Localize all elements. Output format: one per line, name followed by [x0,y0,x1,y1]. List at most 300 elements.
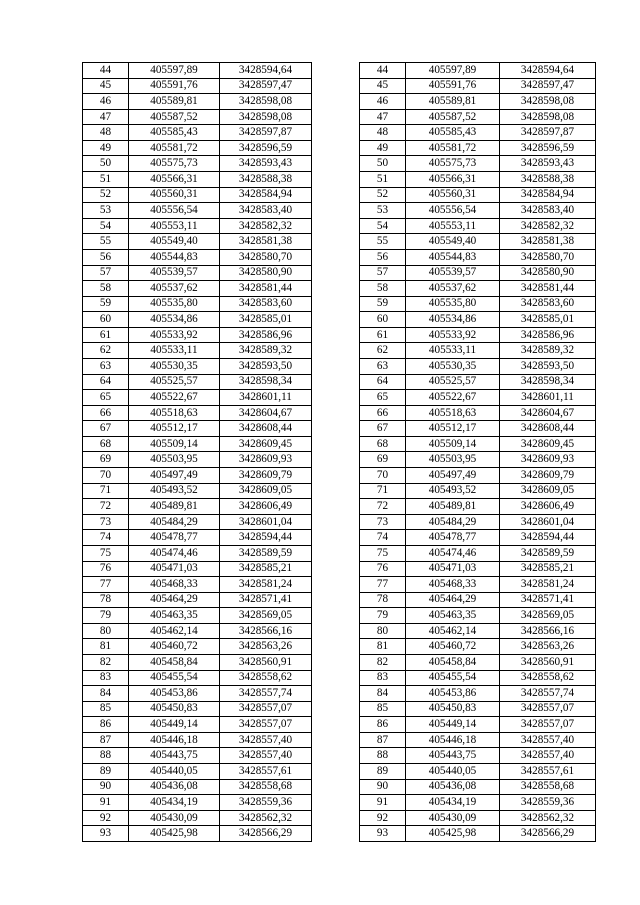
x-coordinate-cell: 405478,77 [129,530,220,546]
x-coordinate-cell: 405530,35 [129,358,220,374]
spacer-cell [312,218,360,234]
y-coordinate-cell: 3428589,59 [500,545,596,561]
y-coordinate-cell: 3428609,79 [220,468,312,484]
x-coordinate-cell: 405537,62 [129,281,220,297]
x-coordinate-cell: 405539,57 [129,265,220,281]
spacer-cell [312,468,360,484]
spacer-cell [312,670,360,686]
x-coordinate-cell: 405425,98 [129,826,220,842]
point-number-cell: 63 [83,358,129,374]
x-coordinate-cell: 405544,83 [406,249,500,265]
y-coordinate-cell: 3428566,16 [500,623,596,639]
x-coordinate-cell: 405468,33 [129,577,220,593]
y-coordinate-cell: 3428594,64 [500,63,596,79]
table-row [83,94,360,110]
spacer-cell [312,343,360,359]
table-row [360,281,596,297]
y-coordinate-cell: 3428598,34 [220,374,312,390]
point-number-cell: 50 [360,156,406,172]
point-number-cell: 53 [83,203,129,219]
table-row [360,374,596,390]
spacer-cell [312,421,360,437]
point-number-cell: 88 [360,748,406,764]
spacer-cell [312,374,360,390]
x-coordinate-cell: 405597,89 [129,63,220,79]
point-number-cell: 53 [360,203,406,219]
point-number-cell: 93 [83,826,129,842]
point-number-cell: 58 [360,281,406,297]
y-coordinate-cell: 3428581,44 [220,281,312,297]
point-number-cell: 48 [83,125,129,141]
y-coordinate-cell: 3428609,45 [500,436,596,452]
point-number-cell: 48 [360,125,406,141]
point-number-cell: 92 [83,810,129,826]
x-coordinate-cell: 405553,11 [406,218,500,234]
point-number-cell: 87 [83,732,129,748]
y-coordinate-cell: 3428593,43 [500,156,596,172]
y-coordinate-cell: 3428593,43 [220,156,312,172]
y-coordinate-cell: 3428558,68 [220,779,312,795]
y-coordinate-cell: 3428585,21 [500,561,596,577]
point-number-cell: 56 [360,249,406,265]
x-coordinate-cell: 405434,19 [406,795,500,811]
table-row [360,156,596,172]
y-coordinate-cell: 3428604,67 [500,405,596,421]
x-coordinate-cell: 405556,54 [406,203,500,219]
point-number-cell: 73 [83,514,129,530]
y-coordinate-cell: 3428559,36 [220,795,312,811]
point-number-cell: 56 [83,249,129,265]
y-coordinate-cell: 3428585,01 [220,312,312,328]
y-coordinate-cell: 3428589,59 [220,545,312,561]
point-number-cell: 61 [360,327,406,343]
x-coordinate-cell: 405430,09 [129,810,220,826]
x-coordinate-cell: 405525,57 [406,374,500,390]
y-coordinate-cell: 3428557,07 [220,717,312,733]
y-coordinate-cell: 3428586,96 [220,327,312,343]
point-number-cell: 72 [360,499,406,515]
x-coordinate-cell: 405478,77 [406,530,500,546]
point-number-cell: 77 [360,577,406,593]
point-number-cell: 62 [360,343,406,359]
y-coordinate-cell: 3428557,07 [500,717,596,733]
y-coordinate-cell: 3428609,05 [220,483,312,499]
table-row [83,296,360,312]
y-coordinate-cell: 3428580,70 [500,249,596,265]
point-number-cell: 51 [83,172,129,188]
table-row [83,421,360,437]
spacer-cell [312,234,360,250]
x-coordinate-cell: 405549,40 [406,234,500,250]
coordinates-table-left [82,62,360,842]
y-coordinate-cell: 3428601,04 [220,514,312,530]
y-coordinate-cell: 3428594,44 [220,530,312,546]
table-row [360,390,596,406]
table-row [360,592,596,608]
y-coordinate-cell: 3428584,94 [220,187,312,203]
point-number-cell: 86 [360,717,406,733]
table-row [83,732,360,748]
point-number-cell: 78 [83,592,129,608]
x-coordinate-cell: 405493,52 [129,483,220,499]
table-row [360,296,596,312]
table-row [360,732,596,748]
y-coordinate-cell: 3428581,38 [500,234,596,250]
spacer-cell [312,63,360,79]
y-coordinate-cell: 3428581,44 [500,281,596,297]
point-number-cell: 85 [83,701,129,717]
y-coordinate-cell: 3428597,87 [500,125,596,141]
point-number-cell: 67 [360,421,406,437]
point-number-cell: 69 [83,452,129,468]
point-number-cell: 46 [360,94,406,110]
table-row [83,281,360,297]
point-number-cell: 79 [83,608,129,624]
x-coordinate-cell: 405446,18 [129,732,220,748]
x-coordinate-cell: 405484,29 [406,514,500,530]
point-number-cell: 49 [83,140,129,156]
y-coordinate-cell: 3428609,05 [500,483,596,499]
spacer-cell [312,514,360,530]
x-coordinate-cell: 405430,09 [406,810,500,826]
y-coordinate-cell: 3428588,38 [500,172,596,188]
point-number-cell: 45 [83,78,129,94]
y-coordinate-cell: 3428597,47 [500,78,596,94]
point-number-cell: 81 [83,639,129,655]
table-row [83,249,360,265]
table-row [83,172,360,188]
table-row [360,545,596,561]
x-coordinate-cell: 405471,03 [129,561,220,577]
y-coordinate-cell: 3428581,24 [220,577,312,593]
y-coordinate-cell: 3428563,26 [500,639,596,655]
point-number-cell: 88 [83,748,129,764]
y-coordinate-cell: 3428558,62 [500,670,596,686]
x-coordinate-cell: 405539,57 [406,265,500,281]
point-number-cell: 57 [360,265,406,281]
x-coordinate-cell: 405463,35 [129,608,220,624]
y-coordinate-cell: 3428598,08 [500,94,596,110]
point-number-cell: 85 [360,701,406,717]
point-number-cell: 54 [360,218,406,234]
point-number-cell: 92 [360,810,406,826]
x-coordinate-cell: 405425,98 [406,826,500,842]
y-coordinate-cell: 3428583,60 [500,296,596,312]
spacer-cell [312,577,360,593]
point-number-cell: 60 [360,312,406,328]
point-number-cell: 76 [83,561,129,577]
x-coordinate-cell: 405436,08 [406,779,500,795]
table-row [360,78,596,94]
table-row [83,187,360,203]
spacer-cell [312,764,360,780]
table-row [83,670,360,686]
point-number-cell: 52 [83,187,129,203]
table-row [83,265,360,281]
table-row [83,468,360,484]
table-row [360,483,596,499]
y-coordinate-cell: 3428558,68 [500,779,596,795]
point-number-cell: 55 [360,234,406,250]
x-coordinate-cell: 405566,31 [406,172,500,188]
x-coordinate-cell: 405597,89 [406,63,500,79]
table-row [360,717,596,733]
point-number-cell: 74 [83,530,129,546]
x-coordinate-cell: 405509,14 [129,436,220,452]
point-number-cell: 74 [360,530,406,546]
point-number-cell: 91 [360,795,406,811]
spacer-cell [312,654,360,670]
spacer-cell [312,327,360,343]
y-coordinate-cell: 3428596,59 [220,140,312,156]
table-row [83,592,360,608]
y-coordinate-cell: 3428559,36 [500,795,596,811]
spacer-cell [312,390,360,406]
table-row [360,405,596,421]
table-row [83,156,360,172]
x-coordinate-cell: 405589,81 [129,94,220,110]
x-coordinate-cell: 405497,49 [129,468,220,484]
spacer-cell [312,172,360,188]
y-coordinate-cell: 3428594,44 [500,530,596,546]
point-number-cell: 70 [360,468,406,484]
x-coordinate-cell: 405518,63 [129,405,220,421]
x-coordinate-cell: 405581,72 [406,140,500,156]
point-number-cell: 80 [83,623,129,639]
y-coordinate-cell: 3428557,40 [220,732,312,748]
table-row [360,203,596,219]
x-coordinate-cell: 405544,83 [129,249,220,265]
x-coordinate-cell: 405560,31 [129,187,220,203]
spacer-cell [312,717,360,733]
x-coordinate-cell: 405493,52 [406,483,500,499]
x-coordinate-cell: 405464,29 [129,592,220,608]
point-number-cell: 71 [83,483,129,499]
spacer-cell [312,78,360,94]
table-row [83,748,360,764]
x-coordinate-cell: 405553,11 [129,218,220,234]
table-row [360,140,596,156]
point-number-cell: 55 [83,234,129,250]
spacer-cell [312,623,360,639]
x-coordinate-cell: 405585,43 [129,125,220,141]
table-row [83,436,360,452]
x-coordinate-cell: 405449,14 [129,717,220,733]
x-coordinate-cell: 405462,14 [129,623,220,639]
table-row [360,701,596,717]
point-number-cell: 72 [83,499,129,515]
point-number-cell: 79 [360,608,406,624]
spacer-cell [312,94,360,110]
x-coordinate-cell: 405474,46 [129,545,220,561]
x-coordinate-cell: 405462,14 [406,623,500,639]
coordinates-table-right [359,62,596,842]
table-row [83,312,360,328]
table-row [83,514,360,530]
spacer-cell [312,187,360,203]
y-coordinate-cell: 3428566,29 [220,826,312,842]
spacer-cell [312,405,360,421]
table-row [83,499,360,515]
table-row [83,405,360,421]
point-number-cell: 64 [360,374,406,390]
point-number-cell: 47 [360,109,406,125]
x-coordinate-cell: 405509,14 [406,436,500,452]
x-coordinate-cell: 405535,80 [406,296,500,312]
y-coordinate-cell: 3428598,34 [500,374,596,390]
y-coordinate-cell: 3428557,74 [500,686,596,702]
table-row [83,810,360,826]
y-coordinate-cell: 3428571,41 [220,592,312,608]
y-coordinate-cell: 3428566,29 [500,826,596,842]
spacer-cell [312,826,360,842]
x-coordinate-cell: 405522,67 [406,390,500,406]
x-coordinate-cell: 405585,43 [406,125,500,141]
point-number-cell: 45 [360,78,406,94]
spacer-cell [312,281,360,297]
point-number-cell: 82 [83,654,129,670]
y-coordinate-cell: 3428581,24 [500,577,596,593]
y-coordinate-cell: 3428597,87 [220,125,312,141]
x-coordinate-cell: 405449,14 [406,717,500,733]
spacer-cell [312,483,360,499]
point-number-cell: 83 [360,670,406,686]
y-coordinate-cell: 3428557,40 [500,732,596,748]
spacer-cell [312,701,360,717]
point-number-cell: 63 [360,358,406,374]
point-number-cell: 84 [83,686,129,702]
y-coordinate-cell: 3428598,08 [220,109,312,125]
spacer-cell [312,203,360,219]
x-coordinate-cell: 405591,76 [129,78,220,94]
x-coordinate-cell: 405533,92 [129,327,220,343]
x-coordinate-cell: 405497,49 [406,468,500,484]
y-coordinate-cell: 3428601,11 [500,390,596,406]
table-row [360,514,596,530]
y-coordinate-cell: 3428601,04 [500,514,596,530]
x-coordinate-cell: 405534,86 [406,312,500,328]
table-row [83,795,360,811]
x-coordinate-cell: 405453,86 [406,686,500,702]
table-row [360,187,596,203]
x-coordinate-cell: 405560,31 [406,187,500,203]
x-coordinate-cell: 405474,46 [406,545,500,561]
table-row [360,172,596,188]
y-coordinate-cell: 3428583,40 [220,203,312,219]
x-coordinate-cell: 405484,29 [129,514,220,530]
y-coordinate-cell: 3428582,32 [220,218,312,234]
table-row [83,779,360,795]
point-number-cell: 61 [83,327,129,343]
point-number-cell: 59 [83,296,129,312]
x-coordinate-cell: 405450,83 [406,701,500,717]
spacer-cell [312,296,360,312]
y-coordinate-cell: 3428562,32 [220,810,312,826]
spacer-cell [312,795,360,811]
table-row [360,312,596,328]
x-coordinate-cell: 405534,86 [129,312,220,328]
point-number-cell: 89 [360,764,406,780]
table-row [83,63,360,79]
table-row [83,701,360,717]
point-number-cell: 90 [83,779,129,795]
y-coordinate-cell: 3428558,62 [220,670,312,686]
spacer-cell [312,249,360,265]
point-number-cell: 91 [83,795,129,811]
point-number-cell: 78 [360,592,406,608]
point-number-cell: 65 [83,390,129,406]
spacer-cell [312,140,360,156]
table-row [83,623,360,639]
table-row [360,748,596,764]
table-row [360,421,596,437]
x-coordinate-cell: 405587,52 [129,109,220,125]
point-number-cell: 44 [360,63,406,79]
x-coordinate-cell: 405434,19 [129,795,220,811]
x-coordinate-cell: 405436,08 [129,779,220,795]
y-coordinate-cell: 3428593,50 [220,358,312,374]
table-row [83,140,360,156]
table-row [360,218,596,234]
table-row [83,78,360,94]
table-row [83,483,360,499]
table-row [83,358,360,374]
table-row [83,654,360,670]
x-coordinate-cell: 405453,86 [129,686,220,702]
y-coordinate-cell: 3428609,45 [220,436,312,452]
y-coordinate-cell: 3428606,49 [220,499,312,515]
table-row [360,499,596,515]
x-coordinate-cell: 405443,75 [129,748,220,764]
table-row [360,265,596,281]
x-coordinate-cell: 405533,92 [406,327,500,343]
coordinates-table-left-body [83,63,360,842]
y-coordinate-cell: 3428585,01 [500,312,596,328]
y-coordinate-cell: 3428593,50 [500,358,596,374]
table-row [360,343,596,359]
point-number-cell: 73 [360,514,406,530]
table-row [360,109,596,125]
x-coordinate-cell: 405503,95 [129,452,220,468]
table-row [360,670,596,686]
y-coordinate-cell: 3428583,60 [220,296,312,312]
table-row [360,125,596,141]
spacer-cell [312,156,360,172]
table-row [360,577,596,593]
table-row [360,234,596,250]
table-row [360,452,596,468]
spacer-cell [312,748,360,764]
table-row [360,327,596,343]
spacer-cell [312,592,360,608]
x-coordinate-cell: 405581,72 [129,140,220,156]
point-number-cell: 86 [83,717,129,733]
y-coordinate-cell: 3428609,93 [500,452,596,468]
x-coordinate-cell: 405518,63 [406,405,500,421]
spacer-cell [312,810,360,826]
table-row [83,608,360,624]
point-number-cell: 87 [360,732,406,748]
spacer-cell [312,436,360,452]
table-row [360,764,596,780]
y-coordinate-cell: 3428586,96 [500,327,596,343]
point-number-cell: 83 [83,670,129,686]
table-row [360,468,596,484]
table-row [360,795,596,811]
x-coordinate-cell: 405512,17 [129,421,220,437]
table-row [83,764,360,780]
y-coordinate-cell: 3428598,08 [500,109,596,125]
